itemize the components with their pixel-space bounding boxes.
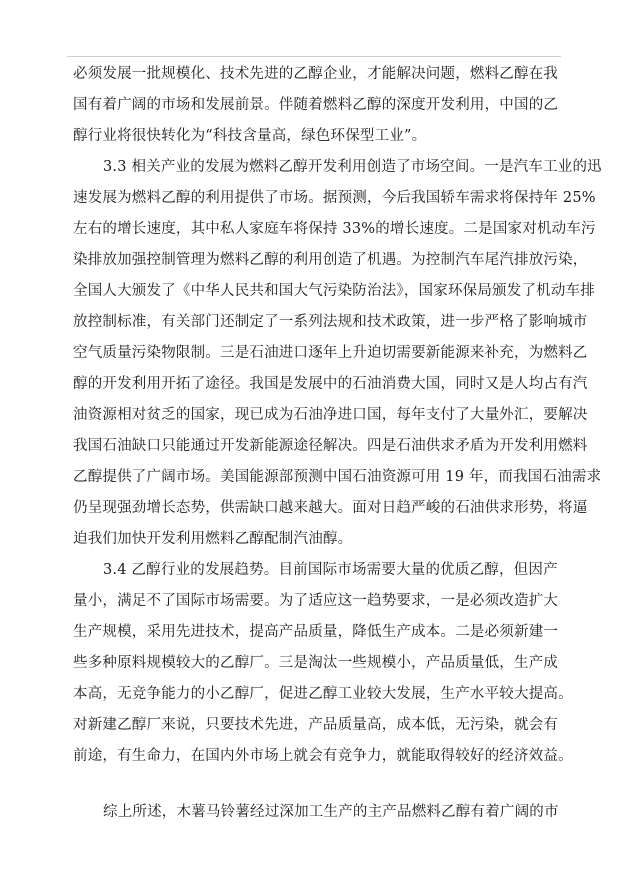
page-header-rule bbox=[67, 56, 561, 57]
section-3-3-line-9: 油资源相对贫乏的国家，现已成为石油净进口国，每年支付了大量外汇，要解决 bbox=[73, 407, 588, 423]
section-3-3-line-7: 空气质量污染物限制。三是石油进口逐年上升迫切需要新能源来补充，为燃料乙 bbox=[73, 345, 588, 361]
section-3-4-line-5: 本高，无竞争能力的小乙醇厂，促进乙醇工业较大发展，生产水平较大提高。 bbox=[73, 686, 573, 702]
section-3-4-line-7: 前途，有生命力，在国内外市场上就会有竞争力，就能取得较好的经济效益。 bbox=[73, 748, 573, 764]
paragraph-line-1: 必须发展一批规模化、技术先进的乙醇企业，才能解决问题，燃料乙醇在我 bbox=[73, 66, 559, 82]
section-3-3-line-12: 仍呈现强劲增长态势，供需缺口越来越大。面对日趋严峻的石油供求形势，将逼 bbox=[73, 500, 588, 516]
section-3-4-line-4: 些多种原料规模较大的乙醇厂。三是淘汰一些规模小，产品质量低，生产成 bbox=[73, 655, 559, 671]
section-3-3-line-5: 全国人大颁发了《中华人民共和国大气污染防治法》，国家环保局颁发了机动车排 bbox=[73, 283, 595, 299]
section-3-3-line-6: 放控制标准，有关部门还制定了一系列法规和技术政策，进一步严格了影响城市 bbox=[73, 314, 588, 330]
section-3-3-line-1: 3.3 相关产业的发展为燃料乙醇开发利用创造了市场空间。一是汽车工业的迅 bbox=[103, 159, 602, 175]
section-3-3-line-13: 迫我们加快开发利用燃料乙醇配制汽油醇。 bbox=[73, 531, 353, 547]
summary-line-1: 综上所述，木薯马铃薯经过深加工生产的主产品燃料乙醇有着广阔的市 bbox=[103, 804, 559, 820]
paragraph-line-3: 醇行业将很快转化为“科技含量高，绿色环保型工业”。 bbox=[73, 128, 427, 144]
section-3-4-line-3: 生产规模，采用先进技术，提高产品质量，降低生产成本。二是必须新建一 bbox=[73, 624, 559, 640]
section-3-3-line-2: 速发展为燃料乙醇的利用提供了市场。据预测，今后我国轿车需求将保持年 25% bbox=[73, 190, 596, 206]
section-3-3-line-8: 醇的开发利用开拓了途径。我国是发展中的石油消费大国，同时又是人均占有汽 bbox=[73, 376, 588, 392]
section-3-4-line-6: 对新建乙醇厂来说，只要技术先进，产品质量高，成本低，无污染，就会有 bbox=[73, 717, 559, 733]
section-3-3-line-3: 左右的增长速度，其中私人家庭车将保持 33%的增长速度。二是国家对机动车污 bbox=[73, 221, 596, 237]
section-3-3-line-10: 我国石油缺口只能通过开发新能源途径解决。四是石油供求矛盾为开发利用燃料 bbox=[73, 438, 588, 454]
section-3-4-line-1: 3.4 乙醇行业的发展趋势。目前国际市场需要大量的优质乙醇，但因产 bbox=[103, 562, 558, 578]
section-3-4-line-2: 量小，满足不了国际市场需要。为了适应这一趋势要求，一是必须改造扩大 bbox=[73, 593, 559, 609]
section-3-3-line-11: 乙醇提供了广阔市场。美国能源部预测中国石油资源可用 19 年，而我国石油需求 bbox=[73, 469, 602, 485]
section-3-3-line-4: 染排放加强控制管理为燃料乙醇的利用创造了机遇。为控制汽车尾汽排放污染， bbox=[73, 252, 588, 268]
paragraph-line-2: 国有着广阔的市场和发展前景。伴随着燃料乙醇的深度开发利用，中国的乙 bbox=[73, 97, 559, 113]
